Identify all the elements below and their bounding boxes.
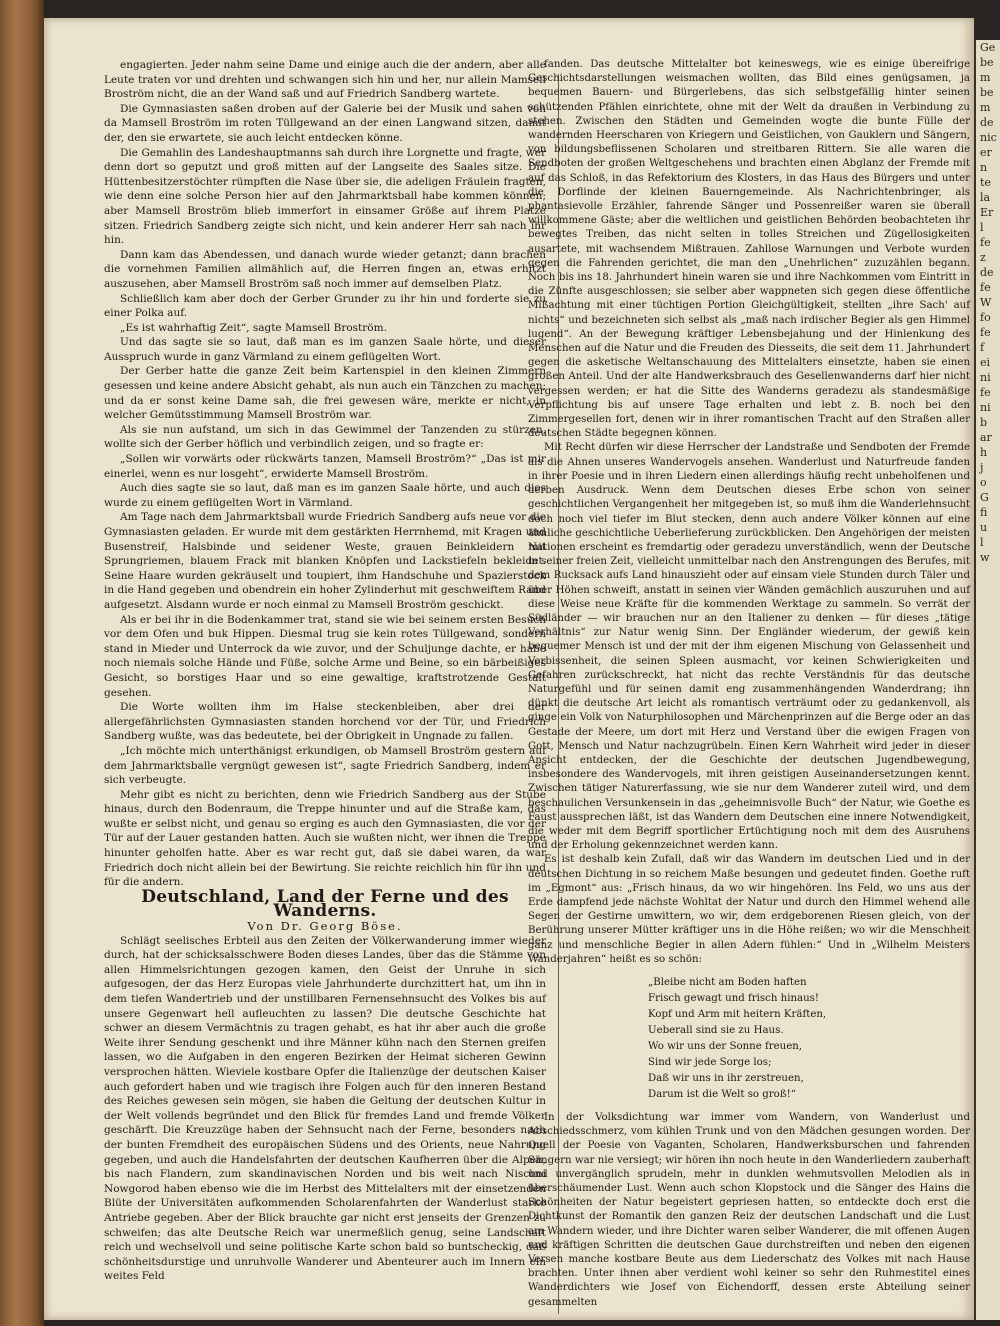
edge-fragment: W	[980, 296, 992, 309]
paragraph: Mehr gibt es nicht zu berichten, denn wie Friedrich Sandberg aus der Stube hinaus, durch den Bodenraum, die Treppe hinunter und auf die Straße kam, das wußte er selbst nicht, und genau so erging es auch den Gymnasiasten, die vor der Tür auf der Lauer gestanden hatten. Auch sie wußten nicht, wer ihnen die Treppe hinunter geholfen hatte. Aber es war recht gut, daß sie dabei waren, da war Friedrich doch nicht allein bei der Bewirtung. Sie reichte reichlich hin für ihn und für die andern.	[104, 788, 546, 889]
edge-fragment: w	[980, 551, 990, 564]
paragraph: „Ich möchte mich unterthänigst erkundigen, ob Mamsell Broström gestern auf dem Jahrmarktsballe vergnügt gewesen ist“, sagte Friedrich Sandberg, indem er sich verbeugte.	[104, 744, 546, 787]
edge-fragment: fo	[980, 311, 991, 324]
poem-line: Darum ist die Welt so groß!“	[648, 1089, 796, 1100]
edge-fragment: m	[980, 101, 991, 114]
edge-fragment: o	[980, 476, 987, 489]
book-spine	[0, 0, 44, 1326]
edge-fragment: er	[980, 146, 992, 159]
poem-quote	[648, 975, 970, 1103]
edge-fragment: l	[980, 536, 984, 549]
paragraph: Mit Recht dürfen wir diese Herrscher der Landstraße und Sendboten der Fremde als die Ahnen unseres Wandervogels ansehen. Wanderlust und Naturfreude fanden in ihrer Poesie und in ihren Liedern einen allerdings häufig recht unbeholfenen und derben Ausdruck. Wenn dem Deutschen dieses Erbe schon von seiner geschichtlichen Vergangenheit her mitgegeben ist, so muß ihm die Wanderlehnsucht doch noch viel tiefer im Blut stecken, denn auch andere Völker können auf eine ähnliche geschichtliche Ueberlieferung zurückblicken. Den Angehörigen der meisten Nationen erscheint es fremdartig oder geradezu unverständlich, wenn der Deutsche in seiner freien Zeit, vielleicht unmittelbar nach den Anstrengungen des Berufes, mit dem Rucksack aufs Land hinauszieht oder auf einsam viele Stunden durch Täler und über Höhen schweift, anstatt in seinen vier Wänden gemächlich auszuruhen und auf diese Weise neue Kräfte für die kommenden Werktage zu sammeln. So verrät der Südländer — wir brauchen nur an den Italiener zu denken — für dieses „tätige Verhältnis“ zur Natur wenig Sinn. Der Engländer wiederum, der gewiß kein bequemer Mensch ist und der mit der ihm eigenen Mischung von Gelassenheit und Verbissenheit, die seinen Spleen ausmacht, vor keinen Schwierigkeiten und Gefahren zurückschreckt, hat nicht das rechte Verständnis für das deutsche Naturgefühl und für seinen damit eng zusammenhängenden Wanderdrang; ihn dünkt die deutsche Art leicht als romantisch verträumt oder zu gedankenvoll, als ginge ein Volk von Naturphilosophen und Märchenprinzen auf die Berge oder an das Gestade der Meere, um dort mit Herz und Verstand über die ewigen Fragen von Gott, Mensch und Natur nachzugrübeln. Einen Kern Wahrheit wird jeder in dieser Ansicht entdecken, der die Geschichte der deutschen Jugendbewegung, insbesondere des Wandervogels, mit ihren geistigen Auseinandersetzungen kennt. Zwischen tätiger Naturerfassung, wie sie nur dem Wanderer zuteil wird, und dem beschaulichen Versunkensein in das „geheimnisvolle Buch“ der Natur, wie Goethe es Faust aussprechen läßt, ist das Wandern dem Deutschen eine innere Notwendigkeit, die weder mit dem Begriff sportlicher Ertüchtigung noch mit dem des Ausruhens und der Erholung gekennzeichnet werden kann.	[528, 442, 970, 852]
edge-fragment: u	[980, 521, 988, 534]
poem-line: Daß wir uns in ihr zerstreuen,	[648, 1073, 804, 1084]
poem-line: Frisch gewagt und frisch hinaus!	[648, 993, 819, 1004]
edge-fragment: la	[980, 191, 991, 204]
left-paragraphs-after	[104, 934, 546, 1284]
left-paragraphs-before	[104, 58, 546, 890]
right-paragraphs-before	[528, 58, 970, 967]
paragraph: Als sie nun aufstand, um sich in das Gewimmel der Tanzenden zu stürzen, wollte sich der Gerber höflich und verbindlich zeigen, und so fragte er:	[104, 423, 546, 451]
edge-fragment: z	[980, 251, 986, 264]
paragraph: Der Gerber hatte die ganze Zeit beim Kartenspiel in den kleinen Zimmern gesessen und keine andere Absicht gehabt, als nun auch ein Tänzchen zu machen; und da er sonst keine Dame sah, die frei gewesen wäre, merkte er nicht, in welcher Gemütsstimmung Mamsell Broström war.	[104, 365, 546, 422]
left-column	[104, 58, 546, 1284]
paragraph: „Sollen wir vorwärts oder rückwärts tanzen, Mamsell Broström?“ „Das ist mir einerlei, wenn es nur losgeht“, erwiderte Mamsell Broström.	[104, 453, 546, 480]
adjacent-page-edge	[974, 40, 1000, 1320]
paragraph: Dann kam das Abendessen, und danach wurde wieder getanzt; dann brachen die vornehmen Familien allmählich auf, die Herren fingen an, etwas erhitzt auszusehen, aber Mamsell Broström saß noch immer auf demselben Platz.	[104, 248, 546, 290]
edge-fragment: j	[980, 461, 984, 474]
poem-line: Wo wir uns der Sonne freuen,	[648, 1041, 803, 1052]
edge-fragment: te	[980, 176, 991, 189]
paragraph: Die Gymnasiasten saßen droben auf der Galerie bei der Musik und sahen von da Mamsell Broström im roten Tüllgewand an der einen Langwand sitzen, damit der, den sie erwartete, sie auch leicht entdecken könne.	[104, 102, 546, 144]
edge-fragment: Er	[980, 206, 994, 219]
edge-fragment: be	[980, 86, 994, 99]
edge-fragment: G	[980, 491, 989, 504]
edge-fragment: fe	[980, 236, 991, 249]
edge-fragment: b	[980, 416, 988, 429]
paragraph: Am Tage nach dem Jahrmarktsball wurde Friedrich Sandberg aufs neue vor die Gymnasiasten geladen. Er wurde mit dem gestärkten Herrnhemd, mit Kragen und Busenstreif, Halsbinde und seidener Weste, grauen Beinkleidern mit Sprungriemen, blauem Frack mit blanken Knöpfen und Lackstiefeln bekleidet. Seine Haare wurden gekräuselt und toupiert, ihm Handschuhe und Spazierstock in die Hand gegeben und obendrein ein hoher Zylinderhut mit geschweiftem Rand aufgesetzt. Alsdann wurde er noch einmal zu Mamsell Broström geschickt.	[104, 511, 546, 611]
paragraph: Und das sagte sie so laut, daß man es im ganzen Saale hörte, und dieser Ausspruch wurde in ganz Värmland zu einem geflügelten Wort.	[104, 336, 546, 363]
paragraph: „Es ist wahrhaftig Zeit“, sagte Mamsell Broström.	[120, 321, 387, 334]
edge-fragment: f	[980, 341, 985, 354]
edge-fragment: n	[980, 161, 988, 174]
edge-fragment: ar	[980, 431, 992, 444]
edge-fragment: h	[980, 446, 988, 459]
poem-line: Ueberall sind sie zu Haus.	[648, 1025, 784, 1036]
edge-fragment: fe	[980, 281, 991, 294]
edge-fragment: fi	[980, 506, 988, 519]
right-column	[528, 58, 970, 1310]
edge-fragment: ni	[980, 401, 991, 414]
paragraph: engagierten. Jeder nahm seine Dame und einige auch die der andern, aber alle Leute traten vor und drehten und schwangen sich hin und her, nur allein Mamsell Broström nicht, die an der Wand saß und auf Friedrich Sandberg wartete.	[104, 59, 546, 101]
edge-fragment: nic	[980, 131, 997, 144]
paragraph: Schlägt seelisches Erbteil aus den Zeiten der Völkerwanderung immer wieder durch, hat der schicksalsschwere Boden dieses Landes, über das die Stämme von allen Himmelsrichtungen gezogen kamen, den Geist der Unruhe in sich aufgesogen, der das Herz Europas viele Jahrhunderte durchzittert hat, um ihn in dem tiefen Wandertrieb und der unstillbaren Fernensehnsucht des Volkes bis auf unsere Gegenwart hell aufleuchten zu lassen? Die deutsche Geschichte hat schwer an diesem Vermächtnis zu tragen gehabt, es hat ihr aber auch die große Weite ihrer Sendung geschenkt und ihre Männer kühn nach den Sternen greifen lassen, wo die Aufgaben in den engeren Bezirken der Heimat sicheren Gewinn versprochen hätten. Wieviele kostbare Opfer die Italienzüge der deutschen Kaiser auch gefordert haben und wie tragisch ihre Folgen auch für den inneren Bestand des Reiches gewesen sein mögen, sie haben die Geltung der deutschen Kultur in der Welt vollends begründet und den Blick für fremdes Land und fremde Völker geschärft. Die Kreuzzüge haben der Sehnsucht nach der Ferne, besonders nach der bunten Fremdheit des europäischen Südens und des Orients, neue Nahrung gegeben, und auch die Handelsfahrten der deutschen Kaufherren über die Alpen, bis nach Flandern, zum skandinavischen Norden und bis weit nach Nischni Nowgorod haben ebenso wie die im Herbst des Mittelalters mit der einsetzenden Blüte der Universitäten aufkommenden Scholarenfahrten der Wanderlust starke Antriebe gegeben. Aber der Blick brauchte gar nicht erst jenseits der Grenzen zu schweifen; das alte Deutsche Reich war unermeßlich genug, seine Landschaft reich und wechselvoll und seine politische Karte schon bald so buntscheckig, daß schönheitsdurstige und unruhvolle Wanderer und Abenteurer auch im Innern ein weites Feld	[104, 934, 546, 1283]
edge-fragment: m	[980, 71, 991, 84]
paragraph: Als er bei ihr in die Bodenkammer trat, stand sie wie bei seinem ersten Besuch vor dem Ofen und buk Hippen. Diesmal trug sie kein rotes Tüllgewand, sondern stand in Mieder und Unterrock da wie zuvor, und der Schuljunge dachte, er habe noch niemals solche Hände und Füße, solche Arme und Beine, so ein bärbeißiges Gesicht, so borstiges Haar und so eine gewaltige, kraftstrotzende Gestalt gesehen.	[104, 613, 546, 699]
edge-fragment: Ge	[980, 41, 996, 54]
right-paragraphs-after	[528, 1111, 970, 1310]
paragraph: Es ist deshalb kein Zufall, daß wir das Wandern im deutschen Lied und in der deutschen Dichtung in so reichem Maße besungen und gedeutet finden. Goethe ruft im „Egmont“ aus: „Frisch hinaus, da wo wir hingehören. Ins Feld, wo uns aus der Erde dampfend jede nächste Wohltat der Natur und durch den Himmel wehend alle Segen der Gestirne umwittern, wo wir, dem erdgeborenen Riesen gleich, von der Berührung unserer Mütter kräftiger uns in die Höhe reißen; wo wir die Menschheit ganz und menschliche Begier in allen Adern fühlen:“ Und in „Wilhelm Meisters Wanderjahren“ heißt es so schön:	[528, 854, 970, 965]
edge-fragment: fe	[980, 386, 991, 399]
poem-line: Kopf und Arm mit heitern Kräften,	[648, 1009, 827, 1020]
edge-fragment: de	[980, 266, 994, 279]
poem-line: Sind wir jede Sorge los;	[648, 1057, 772, 1068]
edge-fragment: l	[980, 221, 984, 234]
paragraph: Die Gemahlin des Landeshauptmanns sah durch ihre Lorgnette und fragte, wer denn dort so geputzt und groß mitten auf der Langseite des Saales sitze. Die Hüttenbesitzerstöchter rümpften die Nase über sie, die adeligen Fräulein fragten, wie denn eine solche Person hier auf den Jahrmarktsball habe kommen können; aber Mamsell Broström blieb immerfort in einsamer Größe auf ihrem Platze sitzen. Friedrich Sandberg zeigte sich nicht, und kein anderer Herr sah nach ihr hin.	[104, 146, 546, 247]
edge-fragment: fe	[980, 326, 991, 339]
article-title: Deutschland, Land der Ferne und des Wanderns.	[141, 886, 509, 922]
paragraph: Auch dies sagte sie so laut, daß man es im ganzen Saale hörte, und auch dies wurde zu einem geflügelten Wort in Värmland.	[104, 482, 546, 509]
article-byline: Von Dr. Georg Böse.	[247, 919, 403, 934]
paragraph: fanden. Das deutsche Mittelalter bot keineswegs, wie es einige übereifrige Geschichtsdarstellungen weismachen wollten, das Bild eines genügsamen, ja bequemen Bauern- und Bürgerlebens, das sich selbstgefällig hinter seinen schützenden Pfählen einrichtete, ohne mit der Welt da draußen in Verbindung zu stehen. Zwischen den Städten und Gemeinden wogte die bunte Fülle der wandernden Heerscharen von Kriegern und Geistlichen, von Gauklern und Sängern, von bildungsbeflissenen Scholaren und streitbaren Rittern. Sie alle waren die Sendboten der großen Weltgeschehens und brachten einen Abglanz der Fremde mit auf das Schloß, in das Refektorium des Klosters, in das Haus des Bürgers und unter die Dorflinde der kleinen Bauerngemeinde. Als Nachrichtenbringer, als phantasievolle Erzähler, fahrende Sänger und Possenreißer waren sie überall willkommene Gäste; aber die weltlichen und geistlichen Behörden beobachteten ihr bewegtes Treiben, das nicht selten in tolles Streichen und Zügellosigkeiten ausartete, mit wachsendem Mißtrauen. Zahllose Warnungen und Verbote wurden gegen die Fahrenden gerichtet, die man den „Unehrlichen“ zuzuzählen begann. Noch bis ins 18. Jahrhundert hinein waren sie und ihre Nachkommen vom Eintritt in die Zünfte ausgeschlossen; sie selber aber wappneten sich gegen diese öffentliche Mißachtung mit einer tüchtigen Portion Gleichgültigkeit, stellten „ihre Sach' auf nichts“ und bezeichneten sich selbst als „maß nach irdischer Begier als gen Himmel lugend“. An der Bewegung kräftiger Lebensbejahung und der Hinlenkung des Menschen auf die Natur und die Freuden des Diesseits, die seit dem 11. Jahrhundert gegen die asketische Weltanschauung des Mittelalters einsetzte, haben sie einen großen Anteil. Und der alte Handwerksbrauch des Gesellenwanderns darf hier nicht vergessen werden; er hat die Sitte des Wanderns geradezu als standesmäßige Verpflichtung bis auf unsere Tage erhalten und lebt z. B. noch bei den Zimmergesellen fort, denen wir in ihrer romantischen Tracht auf den Straßen aller deutschen Städte begegnen können.	[528, 59, 970, 440]
edge-fragment: ei	[980, 356, 991, 369]
edge-fragment: de	[980, 116, 994, 129]
edge-fragment: be	[980, 56, 994, 69]
paragraph: Die Worte wollten ihm im Halse steckenbleiben, aber drei der allergefährlichsten Gymnasiasten standen horchend vor der Tür, und Friedrich Sandberg wußte, was das bedeutete, bei der Obrigkeit in Ungnade zu fallen.	[104, 701, 546, 743]
edge-fragment: ni	[980, 371, 991, 384]
poem-line: „Bleibe nicht am Boden haften	[648, 977, 807, 988]
paragraph: Schließlich kam aber doch der Gerber Grunder zu ihr hin und forderte sie zu einer Polka auf.	[104, 292, 546, 320]
paragraph: In der Volksdichtung war immer vom Wandern, von Wanderlust und Abschiedsschmerz, vom kühlen Trunk und von den Mädchen gesungen worden. Der Quell der Poesie von Vaganten, Scholaren, Handwerksburschen und fahrenden Sängern war nie versiegt; wir hören ihn noch heute in den Wanderliedern zauberhaft und unvergänglich sprudeln, mehr in dunklen wehmutsvollen Melodien als in überschäumender Lust. Wenn auch schon Klopstock und die Sänger des Hains die Schönheiten der Natur begeistert gepriesen hatten, so entdeckte doch erst die Dichtkunst der Romantik den ganzen Reiz der deutschen Landschaft und die Lust am Wandern wieder, und ihre Dichter waren selber Wanderer, die mit offenen Augen und kräftigen Schritten die deutschen Gaue durchstreiften und neben den eigenen Versen manche kostbare Beute aus dem Liederschatz des Volkes mit nach Hause brachten. Unter ihnen aber verdient wohl keiner so sehr den Ruhmestitel eines Wanderdichters wie Josef von Eichendorff, dessen erste Abteilung seiner gesammelten	[528, 1112, 970, 1308]
